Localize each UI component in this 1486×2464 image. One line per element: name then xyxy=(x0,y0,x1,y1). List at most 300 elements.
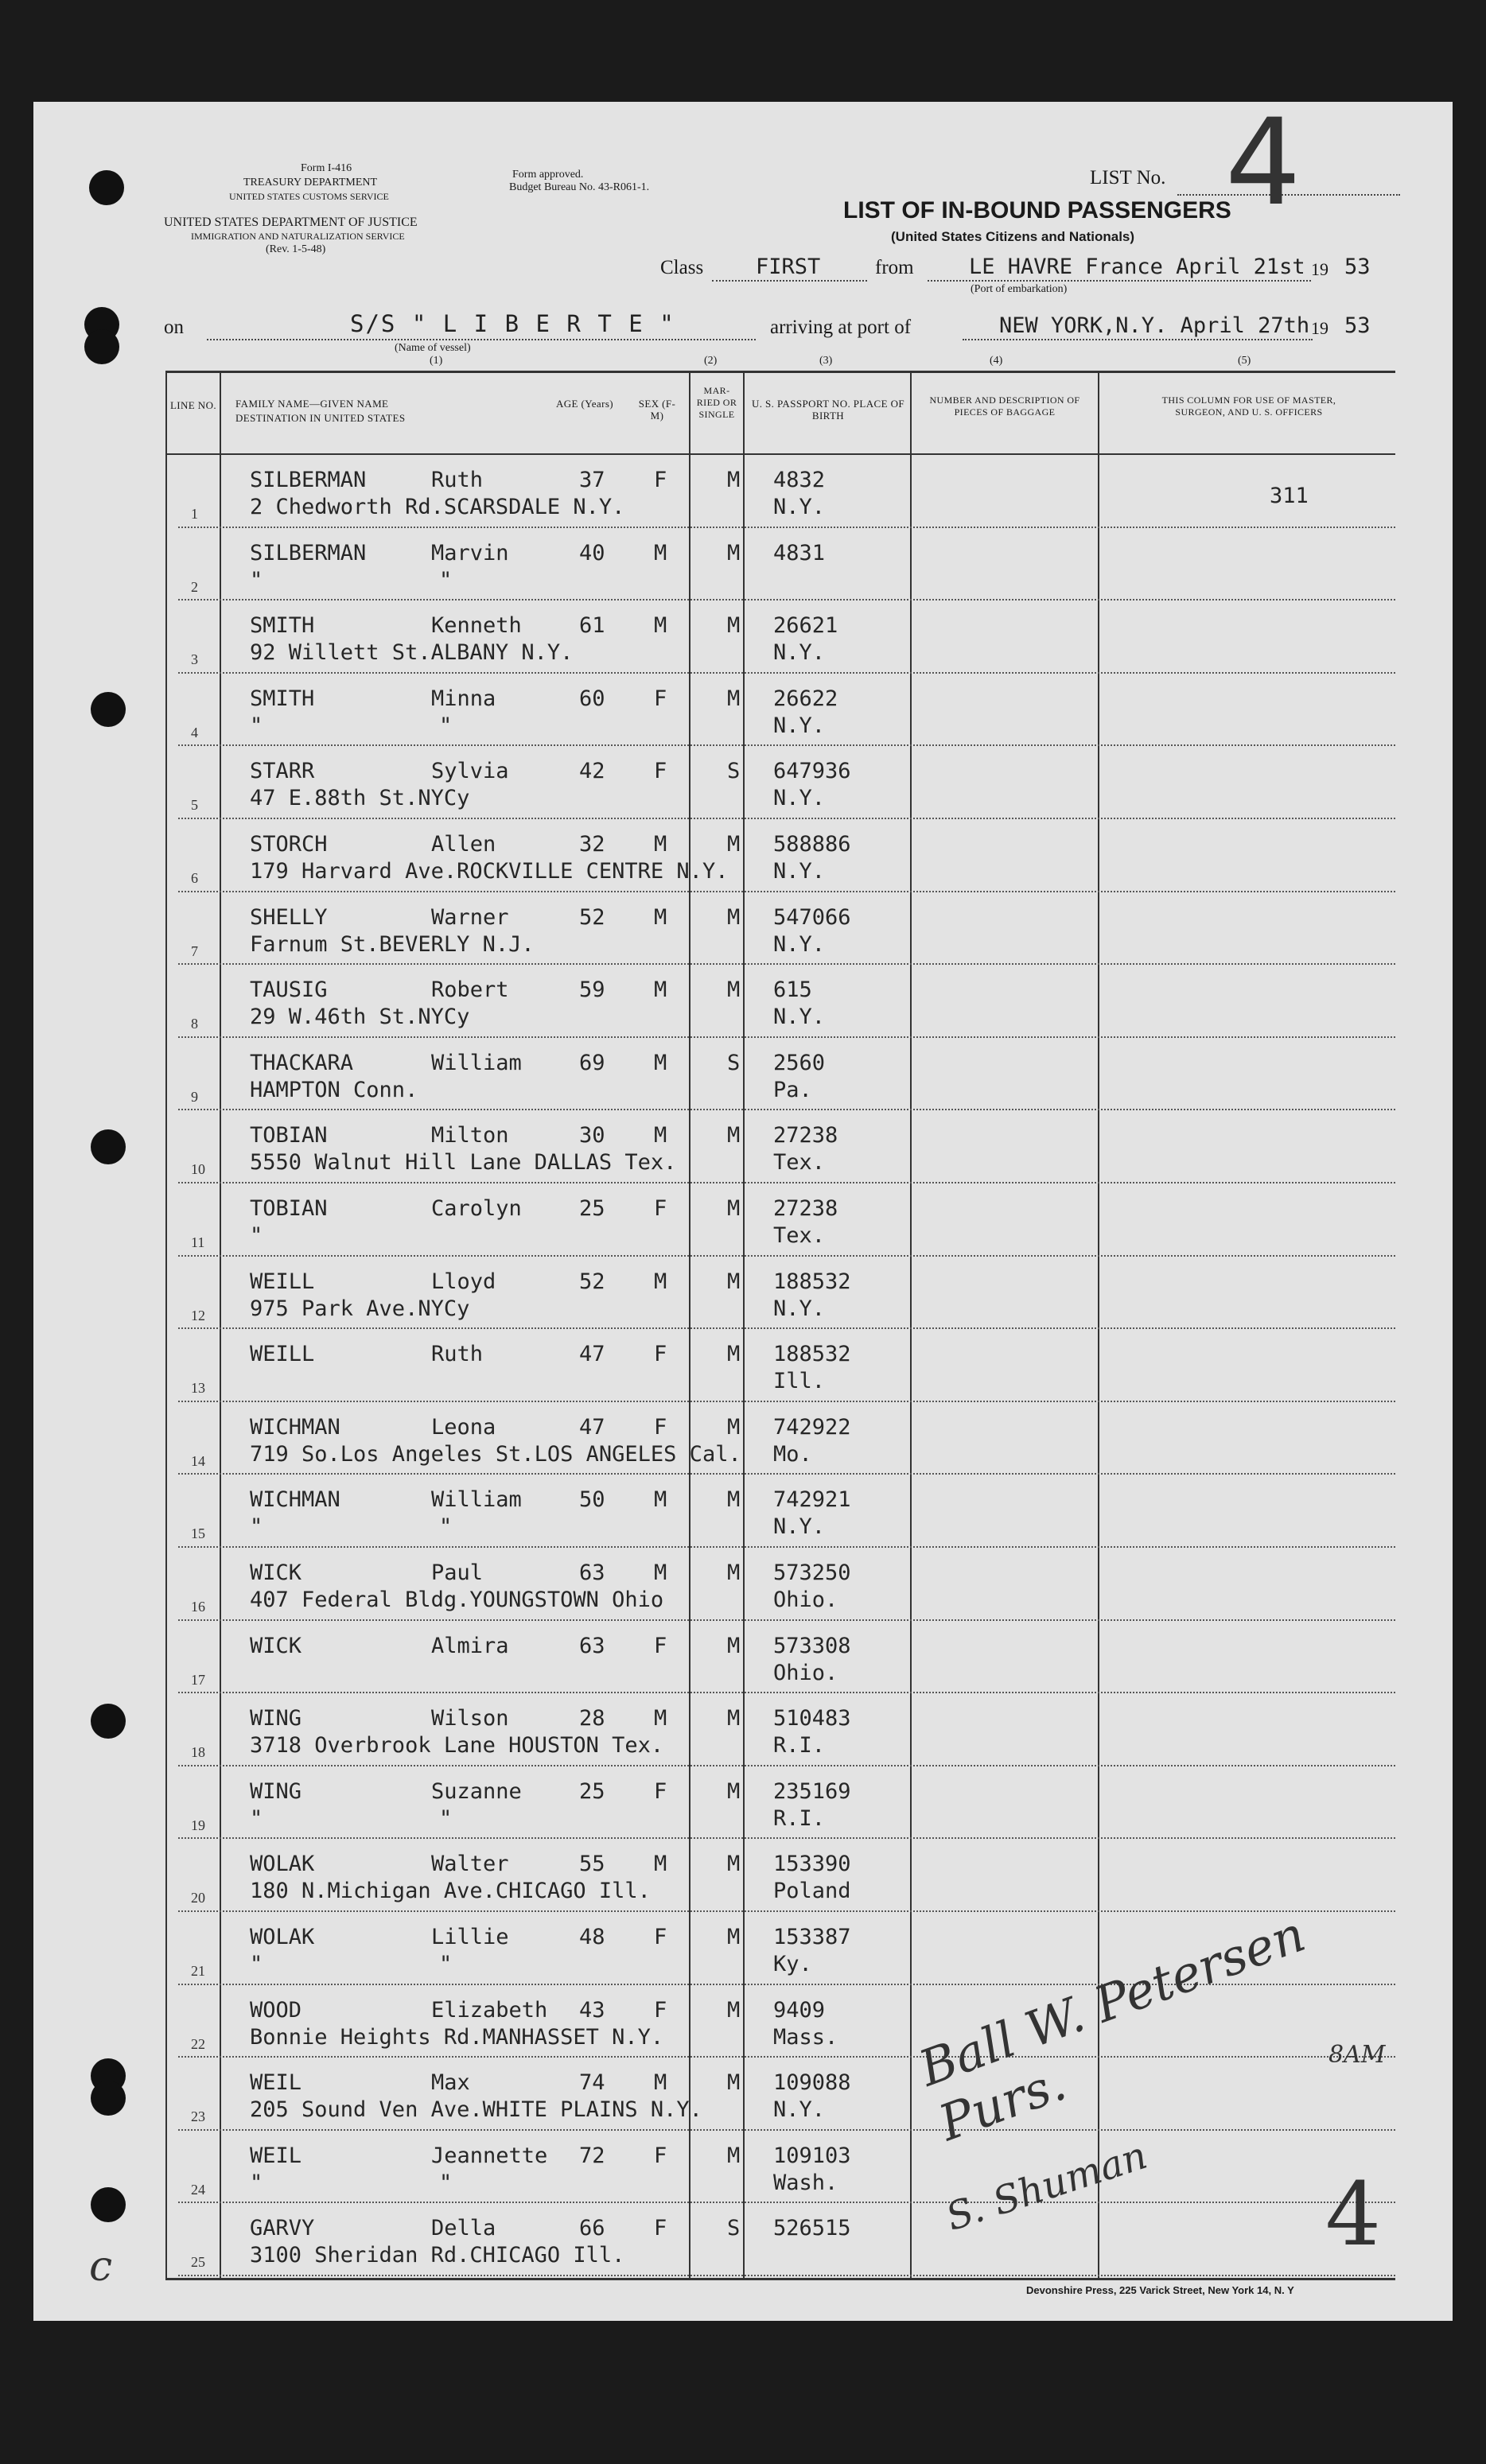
sex: M xyxy=(654,1269,667,1294)
marital-status: M xyxy=(727,468,741,492)
age: 47 xyxy=(579,1342,605,1367)
place-of-birth: N.Y. xyxy=(773,786,826,811)
family-name: WOLAK xyxy=(250,1925,315,1949)
binder-hole xyxy=(91,2081,126,2116)
line-number: 3 xyxy=(191,651,198,668)
passport-number: 153387 xyxy=(773,1925,851,1949)
destination: 180 N.Michigan Ave.CHICAGO Ill. xyxy=(250,1879,651,1904)
line-number: 19 xyxy=(191,1817,205,1833)
family-name: WICHMAN xyxy=(250,1487,340,1513)
age: 25 xyxy=(579,1196,605,1221)
sex: F xyxy=(654,1633,667,1658)
place-of-birth: N.Y. xyxy=(773,640,826,666)
family-name: SMITH xyxy=(250,613,315,639)
given-name: William xyxy=(431,1050,522,1075)
handwritten-c: c xyxy=(89,2243,113,2291)
given-name: Kenneth xyxy=(431,613,522,639)
marital-status: M xyxy=(727,1997,741,2023)
col-num-5: (5) xyxy=(1238,355,1251,367)
sex: F xyxy=(654,759,667,784)
row-divider xyxy=(178,1036,1395,1038)
arrival-year-prefix: 19 xyxy=(1311,318,1328,338)
destination: " xyxy=(250,1805,263,1831)
col-num-3: (3) xyxy=(819,355,833,367)
age: 74 xyxy=(579,2070,605,2096)
sex: M xyxy=(654,832,667,857)
line-number: 8 xyxy=(191,1016,198,1032)
on-label: on xyxy=(164,317,184,338)
given-name: Della xyxy=(431,2216,496,2241)
age: 72 xyxy=(579,2143,605,2168)
line-number: 20 xyxy=(191,1890,205,1906)
family-name: SHELLY xyxy=(250,904,328,930)
marital-status: M xyxy=(727,1269,741,1294)
given-name: Almira xyxy=(431,1633,509,1658)
family-name: SILBERMAN xyxy=(250,540,367,565)
col-num-2: (2) xyxy=(704,355,718,367)
line-number: 5 xyxy=(191,797,198,814)
destination: 92 Willett St.ALBANY N.Y. xyxy=(250,640,574,666)
destination: " xyxy=(250,2170,263,2195)
age: 40 xyxy=(579,540,605,565)
family-name: WING xyxy=(250,1778,302,1804)
passport-number: 188532 xyxy=(773,1342,851,1367)
row-divider xyxy=(178,963,1395,965)
row-divider xyxy=(178,2202,1395,2203)
printer-footer: Devonshire Press, 225 Varick Street, New York 14, N. Y xyxy=(1026,2284,1294,2296)
age: 42 xyxy=(579,759,605,784)
given-name: Sylvia xyxy=(431,759,509,784)
ditto-mark: " xyxy=(439,1952,453,1976)
destination: 47 E.88th St.NYCy xyxy=(250,786,470,811)
line-number: 1 xyxy=(191,506,198,522)
row-divider xyxy=(178,672,1395,674)
col-num-4: (4) xyxy=(990,355,1003,367)
passport-number: 26622 xyxy=(773,686,838,711)
place-of-birth: N.Y. xyxy=(773,1296,826,1321)
destination: 975 Park Ave.NYCy xyxy=(250,1296,470,1321)
marital-status: S xyxy=(727,1050,741,1075)
customs-service: UNITED STATES CUSTOMS SERVICE xyxy=(229,191,389,202)
given-name: Paul xyxy=(431,1560,484,1585)
row-divider xyxy=(178,2275,1395,2276)
binder-hole xyxy=(91,1129,126,1164)
passport-number: 547066 xyxy=(773,904,851,930)
destination: " xyxy=(250,1952,263,1976)
given-name: William xyxy=(431,1487,522,1513)
destination: 2 Chedworth Rd.SCARSDALE N.Y. xyxy=(250,495,625,519)
age: 30 xyxy=(579,1123,605,1148)
family-name: STORCH xyxy=(250,832,328,857)
given-name: Ruth xyxy=(431,1342,484,1367)
sex: F xyxy=(654,1778,667,1804)
age: 25 xyxy=(579,1778,605,1804)
family-name: WEILL xyxy=(250,1269,315,1294)
row-divider xyxy=(178,1910,1395,1912)
line-number: 22 xyxy=(191,2035,205,2052)
sex: M xyxy=(654,977,667,1003)
col-divider xyxy=(743,371,745,2279)
destination: 407 Federal Bldg.YOUNGSTOWN Ohio xyxy=(250,1588,664,1612)
sex: M xyxy=(654,613,667,639)
age: 55 xyxy=(579,1852,605,1877)
row-divider xyxy=(178,527,1395,528)
line-number: 21 xyxy=(191,1963,205,1979)
age: 59 xyxy=(579,977,605,1003)
line-number: 4 xyxy=(191,724,198,740)
passport-number: 573308 xyxy=(773,1633,851,1658)
passport-number: 188532 xyxy=(773,1269,851,1294)
given-name: Marvin xyxy=(431,540,509,565)
binder-hole xyxy=(89,170,124,205)
passport-number: 2560 xyxy=(773,1050,826,1075)
passport-number: 27238 xyxy=(773,1196,838,1221)
embark-year: 53 xyxy=(1344,255,1371,279)
hdr-name: FAMILY NAME—GIVEN NAME xyxy=(235,398,389,410)
passport-number: 235169 xyxy=(773,1778,851,1804)
hdr-line-no: LINE NO. xyxy=(169,399,217,411)
given-name: Max xyxy=(431,2070,470,2096)
destination: HAMPTON Conn. xyxy=(250,1077,418,1102)
embarkation-value: LE HAVRE France April 21st xyxy=(969,255,1305,279)
col-num-1: (1) xyxy=(430,355,443,367)
passport-number: 573250 xyxy=(773,1560,851,1585)
row-divider xyxy=(178,891,1395,892)
marital-status: M xyxy=(727,1560,741,1585)
given-name: Wilson xyxy=(431,1706,509,1731)
row-divider xyxy=(178,1619,1395,1621)
row-divider xyxy=(178,599,1395,600)
from-label: from xyxy=(875,257,914,278)
class-label: Class xyxy=(660,257,704,278)
family-name: STARR xyxy=(250,759,315,784)
family-name: TAUSIG xyxy=(250,977,328,1003)
page-title: LIST OF IN-BOUND PASSENGERS xyxy=(843,197,1231,223)
ins-service: IMMIGRATION AND NATURALIZATION SERVICE xyxy=(191,231,405,242)
age: 63 xyxy=(579,1633,605,1658)
row-divider xyxy=(178,744,1395,746)
marital-status: M xyxy=(727,977,741,1003)
line-number: 25 xyxy=(191,2254,205,2271)
sex: M xyxy=(654,1852,667,1877)
row-divider xyxy=(178,1255,1395,1257)
family-name: WICHMAN xyxy=(250,1414,340,1440)
destination: 205 Sound Ven Ave.WHITE PLAINS N.Y. xyxy=(250,2097,702,2123)
age: 43 xyxy=(579,1997,605,2023)
arriving-label: arriving at port of xyxy=(770,317,912,338)
col-divider xyxy=(220,371,221,2279)
line-number: 23 xyxy=(191,2108,205,2125)
marital-status: M xyxy=(727,1196,741,1221)
revision-date: (Rev. 1-5-48) xyxy=(266,243,326,255)
place-of-birth: N.Y. xyxy=(773,1005,826,1030)
marital-status: M xyxy=(727,1123,741,1148)
ditto-mark: " xyxy=(439,2170,453,2195)
marital-status: M xyxy=(727,1342,741,1367)
table-header-rule xyxy=(165,453,1395,455)
sex: M xyxy=(654,1050,667,1075)
family-name: SILBERMAN xyxy=(250,468,367,492)
given-name: Milton xyxy=(431,1123,509,1148)
line-number: 6 xyxy=(191,870,198,886)
destination: 5550 Walnut Hill Lane DALLAS Tex. xyxy=(250,1150,677,1176)
passport-number: 588886 xyxy=(773,832,851,857)
line-number: 24 xyxy=(191,2181,205,2198)
marital-status: M xyxy=(727,613,741,639)
passport-number: 526515 xyxy=(773,2216,851,2241)
page-subtitle: (United States Citizens and Nationals) xyxy=(891,229,1135,244)
treasury-dept: TREASURY DEPARTMENT xyxy=(243,177,378,188)
destination: 179 Harvard Ave.ROCKVILLE CENTRE N.Y. xyxy=(250,859,729,884)
sex: F xyxy=(654,1414,667,1440)
place-of-birth: Poland xyxy=(773,1879,851,1904)
row-divider xyxy=(178,1109,1395,1110)
row-divider xyxy=(178,1765,1395,1766)
passport-number: 109088 xyxy=(773,2070,851,2096)
age: 48 xyxy=(579,1925,605,1949)
line-number: 11 xyxy=(191,1234,205,1250)
place-of-birth: N.Y. xyxy=(773,1514,826,1540)
hdr-passport: U. S. PASSPORT NO. PLACE OF BIRTH xyxy=(751,398,905,422)
sex: F xyxy=(654,2216,667,2241)
passport-number: 742921 xyxy=(773,1487,851,1513)
sex: M xyxy=(654,1123,667,1148)
family-name: TOBIAN xyxy=(250,1123,328,1148)
marital-status: M xyxy=(727,1633,741,1658)
given-name: Warner xyxy=(431,904,509,930)
given-name: Walter xyxy=(431,1852,509,1877)
sex: M xyxy=(654,1706,667,1731)
family-name: WEIL xyxy=(250,2143,302,2168)
family-name: WOOD xyxy=(250,1997,302,2023)
family-name: WING xyxy=(250,1706,302,1731)
port-caption: (Port of embarkation) xyxy=(971,283,1068,295)
place-of-birth: N.Y. xyxy=(773,2097,826,2123)
sex: M xyxy=(654,1560,667,1585)
ditto-mark: " xyxy=(439,713,453,738)
hdr-sex: SEX (F-M) xyxy=(638,398,676,422)
passport-number: 742922 xyxy=(773,1414,851,1440)
family-name: SMITH xyxy=(250,686,315,711)
passport-number: 26621 xyxy=(773,613,838,639)
marital-status: M xyxy=(727,1706,741,1731)
officer-signature: Ball W. Petersen Purs. xyxy=(912,1904,1313,2152)
given-name: Allen xyxy=(431,832,496,857)
signature-time: 8AM xyxy=(1328,2041,1386,2069)
row-divider xyxy=(178,1546,1395,1548)
age: 69 xyxy=(579,1050,605,1075)
given-name: Robert xyxy=(431,977,509,1003)
destination: 3100 Sheridan Rd.CHICAGO Ill. xyxy=(250,2243,625,2268)
age: 63 xyxy=(579,1560,605,1585)
age: 50 xyxy=(579,1487,605,1513)
hdr-destination: DESTINATION IN UNITED STATES xyxy=(235,412,406,424)
age: 66 xyxy=(579,2216,605,2241)
marital-status: M xyxy=(727,2070,741,2096)
destination: " xyxy=(250,1223,263,1248)
marital-status: S xyxy=(727,759,741,784)
row-divider xyxy=(178,818,1395,819)
line-number: 16 xyxy=(191,1599,205,1615)
place-of-birth: Ohio. xyxy=(773,1660,838,1685)
ditto-mark: " xyxy=(439,1514,453,1540)
row-divider xyxy=(178,2129,1395,2131)
ditto-mark: " xyxy=(439,1805,453,1831)
passport-number: 4832 xyxy=(773,468,826,492)
age: 32 xyxy=(579,832,605,857)
sex: M xyxy=(654,540,667,565)
row-divider xyxy=(178,1692,1395,1693)
marital-status: M xyxy=(727,2143,741,2168)
given-name: Elizabeth xyxy=(431,1997,548,2023)
table-left-border xyxy=(165,371,167,2279)
hdr-baggage: NUMBER AND DESCRIPTION OF PIECES OF BAGGAGE xyxy=(929,394,1080,418)
passport-number: 153390 xyxy=(773,1852,851,1877)
place-of-birth: Tex. xyxy=(773,1150,826,1176)
place-of-birth: Ky. xyxy=(773,1952,812,1976)
family-name: THACKARA xyxy=(250,1050,354,1075)
destination: Bonnie Heights Rd.MANHASSET N.Y. xyxy=(250,2024,664,2050)
officer-note: 311 xyxy=(1270,484,1309,508)
ditto-mark: " xyxy=(439,567,453,593)
handwritten-four: 4 xyxy=(1325,2163,1381,2265)
binder-hole xyxy=(91,1704,126,1739)
justice-dept: UNITED STATES DEPARTMENT OF JUSTICE xyxy=(164,216,418,229)
col-divider xyxy=(910,371,912,2279)
line-number: 17 xyxy=(191,1671,205,1688)
passport-number: 27238 xyxy=(773,1123,838,1148)
sex: F xyxy=(654,1196,667,1221)
passport-number: 510483 xyxy=(773,1706,851,1731)
place-of-birth: N.Y. xyxy=(773,931,826,957)
place-of-birth: N.Y. xyxy=(773,495,826,519)
binder-hole xyxy=(91,2187,126,2222)
family-name: WOLAK xyxy=(250,1852,315,1877)
sex: M xyxy=(654,2070,667,2096)
given-name: Carolyn xyxy=(431,1196,522,1221)
line-number: 7 xyxy=(191,942,198,959)
destination: 3718 Overbrook Lane HOUSTON Tex. xyxy=(250,1733,664,1759)
table-bottom-rule xyxy=(165,2278,1395,2280)
place-of-birth: R.I. xyxy=(773,1733,826,1759)
destination: 719 So.Los Angeles St.LOS ANGELES Cal. xyxy=(250,1441,741,1467)
age: 37 xyxy=(579,468,605,492)
given-name: Lillie xyxy=(431,1925,509,1949)
place-of-birth: Tex. xyxy=(773,1223,826,1248)
sex: F xyxy=(654,468,667,492)
hdr-officers: THIS COLUMN FOR USE OF MASTER, SURGEON, AND U. S. OFFICERS xyxy=(1161,394,1336,418)
destination: 29 W.46th St.NYCy xyxy=(250,1005,470,1030)
given-name: Jeannette xyxy=(431,2143,548,2168)
place-of-birth: Pa. xyxy=(773,1077,812,1102)
passport-number: 647936 xyxy=(773,759,851,784)
list-number-handwritten: 4 xyxy=(1225,94,1301,232)
place-of-birth: Wash. xyxy=(773,2170,838,2195)
sex: F xyxy=(654,1342,667,1367)
hdr-married: MAR- RIED OR SINGLE xyxy=(696,385,737,420)
age: 52 xyxy=(579,1269,605,1294)
age: 28 xyxy=(579,1706,605,1731)
year-prefix: 19 xyxy=(1311,259,1328,279)
budget-bureau: Budget Bureau No. 43-R061-1. xyxy=(509,181,650,193)
sex: M xyxy=(654,904,667,930)
sex: F xyxy=(654,1997,667,2023)
row-divider xyxy=(178,1837,1395,1839)
marital-status: S xyxy=(727,2216,741,2241)
marital-status: M xyxy=(727,1487,741,1513)
sex: F xyxy=(654,686,667,711)
binder-hole xyxy=(91,692,126,727)
form-number: Form I-416 xyxy=(301,162,352,174)
passport-number: 615 xyxy=(773,977,812,1003)
sex: F xyxy=(654,1925,667,1949)
destination: Farnum St.BEVERLY N.J. xyxy=(250,931,535,957)
destination: " xyxy=(250,567,263,593)
arrival-value: NEW YORK,N.Y. April 27th xyxy=(999,313,1310,338)
family-name: WEILL xyxy=(250,1342,315,1367)
place-of-birth: Ohio. xyxy=(773,1588,838,1612)
passport-number: 9409 xyxy=(773,1997,826,2023)
binder-hole xyxy=(84,329,119,364)
row-divider xyxy=(178,1401,1395,1402)
family-name: WICK xyxy=(250,1633,302,1658)
destination: " xyxy=(250,713,263,738)
family-name: GARVY xyxy=(250,2216,315,2241)
age: 60 xyxy=(579,686,605,711)
line-number: 15 xyxy=(191,1525,205,1542)
given-name: Lloyd xyxy=(431,1269,496,1294)
sex: F xyxy=(654,2143,667,2168)
arrival-year: 53 xyxy=(1344,313,1371,338)
given-name: Leona xyxy=(431,1414,496,1440)
age: 61 xyxy=(579,613,605,639)
sex: M xyxy=(654,1487,667,1513)
given-name: Suzanne xyxy=(431,1778,522,1804)
line-number: 2 xyxy=(191,578,198,595)
class-value: FIRST xyxy=(756,255,821,279)
family-name: WICK xyxy=(250,1560,302,1585)
place-of-birth: R.I. xyxy=(773,1805,826,1831)
line-number: 10 xyxy=(191,1161,205,1178)
marital-status: M xyxy=(727,1778,741,1804)
marital-status: M xyxy=(727,686,741,711)
line-number: 14 xyxy=(191,1452,205,1469)
given-name: Minna xyxy=(431,686,496,711)
marital-status: M xyxy=(727,1925,741,1949)
family-name: TOBIAN xyxy=(250,1196,328,1221)
age: 52 xyxy=(579,904,605,930)
place-of-birth: Ill. xyxy=(773,1369,826,1394)
marital-status: M xyxy=(727,1852,741,1877)
line-number: 13 xyxy=(191,1380,205,1397)
line-number: 9 xyxy=(191,1088,198,1105)
family-name: WEIL xyxy=(250,2070,302,2096)
given-name: Ruth xyxy=(431,468,484,492)
row-divider xyxy=(178,1327,1395,1329)
place-of-birth: N.Y. xyxy=(773,859,826,884)
col-divider xyxy=(689,371,690,2279)
hdr-age: AGE (Years) xyxy=(555,398,614,410)
marital-status: M xyxy=(727,540,741,565)
inspector-signature: S. Shuman xyxy=(940,2132,1153,2240)
line-number: 12 xyxy=(191,1307,205,1323)
age: 47 xyxy=(579,1414,605,1440)
vessel-name: S/S " L I B E R T E " xyxy=(350,310,675,337)
row-divider xyxy=(178,1473,1395,1475)
form-approved: Form approved. xyxy=(512,169,584,181)
passport-number: 109103 xyxy=(773,2143,851,2168)
marital-status: M xyxy=(727,832,741,857)
